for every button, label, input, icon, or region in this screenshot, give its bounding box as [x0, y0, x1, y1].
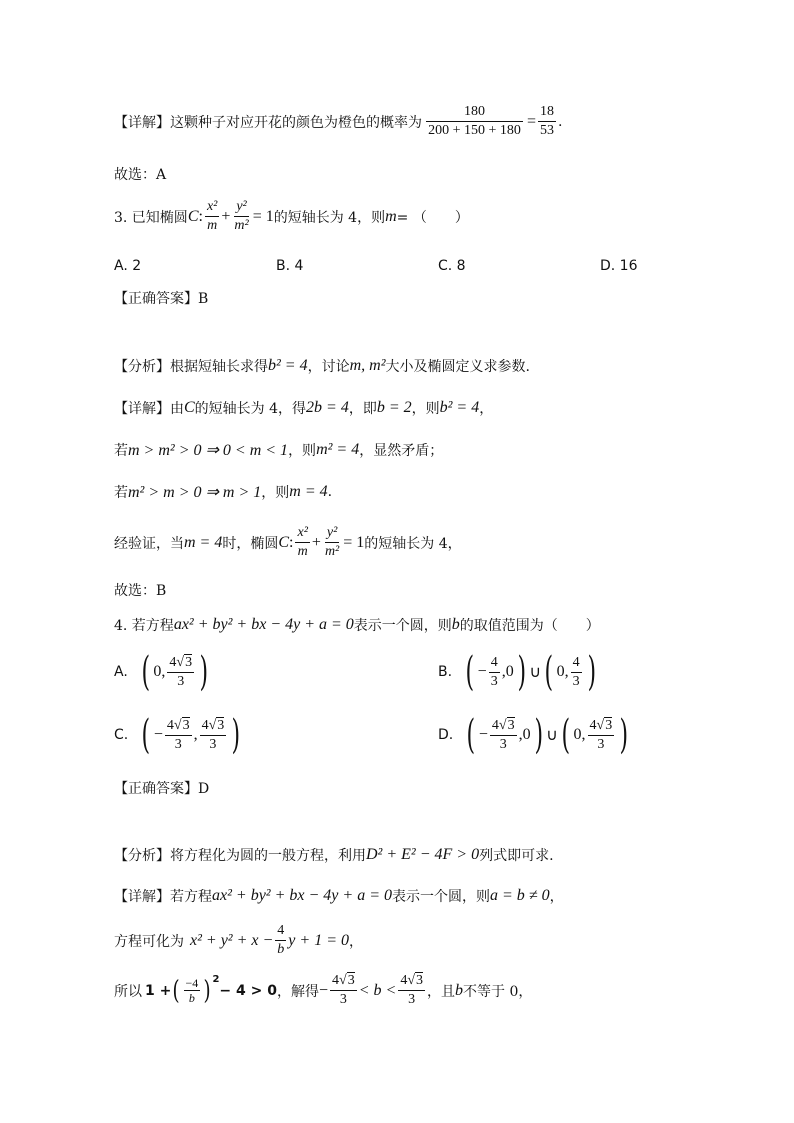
q3-option-c: C. 8	[438, 258, 466, 274]
q4-option-c: C. ( − $\frac{4√3}{3}$ , $\frac{4√3}{3}$ )	[114, 712, 241, 758]
q3-answer: 【正确答案】B	[114, 291, 209, 307]
q3-option-b: B. 4	[276, 258, 304, 274]
q4-option-a: A. ( 0 , $\frac{4√3}{3}$ )	[114, 649, 209, 695]
q3-verify: 经验证，当 m = 4 时，椭圆 C : $\frac{\text{x²}}{m}$ + $\frac{\text{y²}}{\text{m²}}$ = 1 的短轴长为 4，	[114, 525, 462, 559]
q3-analysis: 【分析】 根据短轴长求得 b² = 4 ，讨论 m, m² 大小及椭圆定义求参数.	[114, 357, 530, 375]
detail-label: 【详解】	[114, 114, 170, 131]
q4-option-d: D. ( − $\frac{4√3}{3}$ , 0 ) ∪ ( 0 , $\frac{4√3}{3}$ )	[438, 712, 629, 758]
probability-result: $\frac{18}{53}$	[540, 104, 555, 138]
probability-fraction: $\frac{180}{200 + 150 + 180}$	[426, 103, 523, 140]
choose-a: 故选：A	[114, 167, 167, 183]
q3-option-a: A. 2	[114, 258, 142, 274]
question-3: 3. 已知椭圆 C : $\frac{\text{x²}}{m}$ + $\frac{\text{y²}}{\text{m²}}$ = 1 的短轴长为 4，则 m = （ ）	[114, 199, 469, 233]
q4-final: 所以 1 + ( $\frac{-4}{b}$ ) $^2$ − 4 > 0 ，解得 − $\frac{4√3}{3}$ < b < $\frac{4√3}{3}$ ，且 b 不等于 0，	[114, 973, 533, 1007]
q3-case-2: 若 m² > m > 0 ⇒ m > 1 ，则 m = 4 .	[114, 483, 333, 501]
q4-option-b: B. ( − $\frac{4}{3}$ , 0 ) ∪ ( 0 , $\frac{4}{3}$ )	[438, 649, 596, 695]
q4-detail: 【详解】 若方程 ax² + by² + bx − 4y + a = 0 表示一个圆，则 a = b ≠ 0 ，	[114, 887, 564, 905]
question-4: 4. 若方程 ax² + by² + bx − 4y + a = 0 表示一个圆，则 b 的取值范围为（ ）	[114, 616, 600, 634]
q4-analysis: 【分析】 将方程化为圆的一般方程，利用 D² + E² − 4F > 0 列式即可求.	[114, 846, 554, 864]
detail-probability-line: 【详解】 这颗种子对应开花的颜色为橙色的概率为 $\frac{180}{200 + 150 + 180}$ = $\frac{18}{53}$ .	[114, 104, 563, 138]
q3-option-d: D. 16	[600, 258, 638, 274]
q4-simplify: 方程可化为 x² + y² + x − $\frac{4}{b}$ y + 1 = 0 ，	[114, 923, 363, 957]
q4-answer: 【正确答案】D	[114, 781, 210, 797]
q3-case-1: 若 m > m² > 0 ⇒ 0 < m < 1 ，则 m² = 4 ，显然矛盾；	[114, 441, 444, 459]
choose-b: 故选：B	[114, 583, 167, 599]
q3-detail: 【详解】 由 C 的短轴长为 4，得 2b = 4 ，即 b = 2 ，则 b² = 4 ，	[114, 399, 494, 417]
